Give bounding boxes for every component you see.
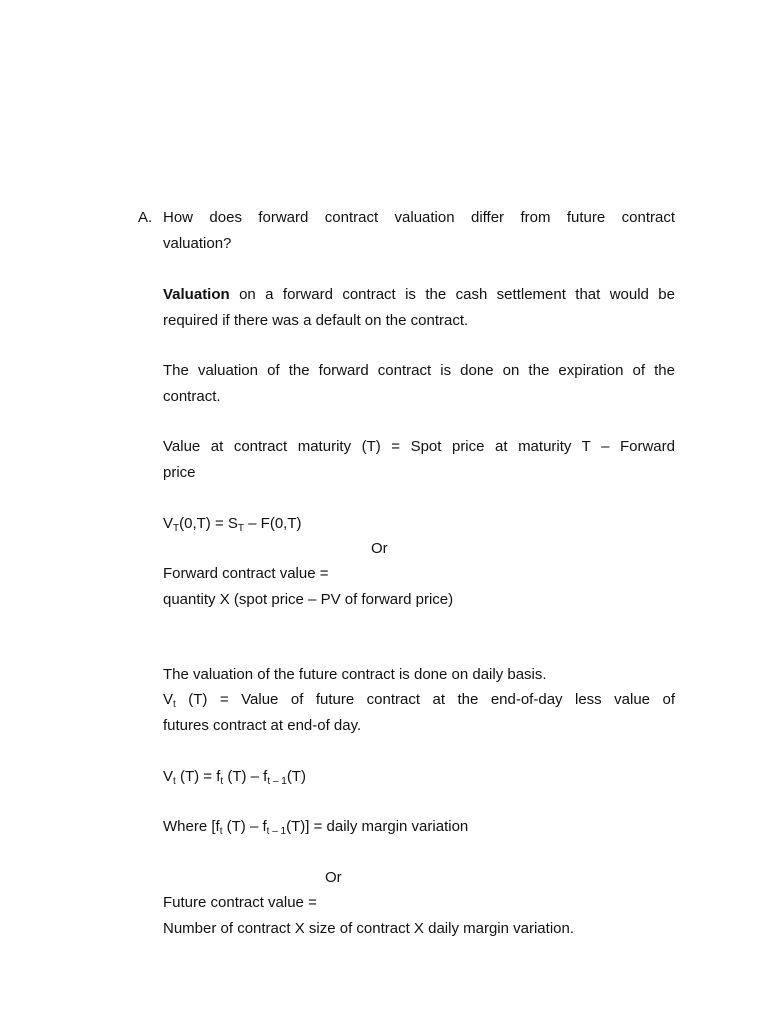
formula-part: – F(0,T)	[244, 515, 302, 532]
formula-part: (T)	[286, 768, 306, 785]
forward-valuation-line-1: The valuation of the forward contract is done on the expiration of the	[163, 362, 675, 379]
formula-part: Where [f	[163, 818, 220, 835]
future-value-line-2: futures contract at end-of day.	[163, 717, 362, 734]
formula-part: (T) – f	[223, 768, 268, 785]
formula-subscript: T	[237, 523, 244, 534]
formula-subscript: t – 1	[267, 776, 287, 787]
formula-part: V	[163, 515, 174, 532]
valuation-definition-text: on a forward contract is the cash settlement that would be	[229, 286, 675, 303]
formula-part: V	[163, 691, 174, 708]
future-value-line-1	[163, 690, 675, 710]
formula-part: V	[163, 768, 174, 785]
question-line-1: How does forward contract valuation differ from future contract	[163, 209, 675, 226]
forward-contract-value-label: Forward contract value =	[163, 565, 329, 582]
forward-formula	[163, 514, 675, 534]
future-formula	[163, 767, 675, 787]
valuation-term: Valuation	[163, 286, 230, 303]
formula-subscript: t	[173, 776, 176, 787]
forward-contract-value-formula: quantity X (spot price – PV of forward price)	[163, 591, 454, 608]
valuation-definition-line-2: required if there was a default on the contract.	[163, 312, 469, 329]
formula-subscript: t	[173, 699, 176, 710]
forward-valuation-line-2: contract.	[163, 388, 221, 405]
or-separator-1: Or	[371, 540, 388, 557]
list-marker: A.	[138, 209, 153, 226]
valuation-definition-line-1	[163, 285, 675, 305]
formula-subscript: t	[219, 826, 223, 837]
or-separator-2: Or	[325, 869, 342, 886]
formula-part: (T)] = daily margin variation	[286, 818, 469, 835]
formula-part: (T) = f	[175, 768, 221, 785]
future-value-text: (T) = Value of future contract at the end-of-day less value of	[175, 691, 675, 708]
maturity-value-line-1: Value at contract maturity (T) = Spot price at maturity T – Forward	[163, 438, 675, 455]
future-contract-value-label: Future contract value =	[163, 894, 317, 911]
future-valuation-line: The valuation of the future contract is done on daily basis.	[163, 666, 547, 683]
margin-variation-formula	[163, 817, 675, 837]
formula-part: (T) – f	[222, 818, 267, 835]
formula-subscript: t – 1	[266, 826, 287, 837]
formula-subscript: t	[220, 776, 224, 787]
question-line-2: valuation?	[163, 235, 232, 252]
formula-subscript: T	[173, 523, 180, 534]
formula-part: (0,T) = S	[179, 515, 238, 532]
future-contract-value-formula: Number of contract X size of contract X daily margin variation.	[163, 920, 575, 937]
maturity-value-line-2: price	[163, 464, 196, 481]
